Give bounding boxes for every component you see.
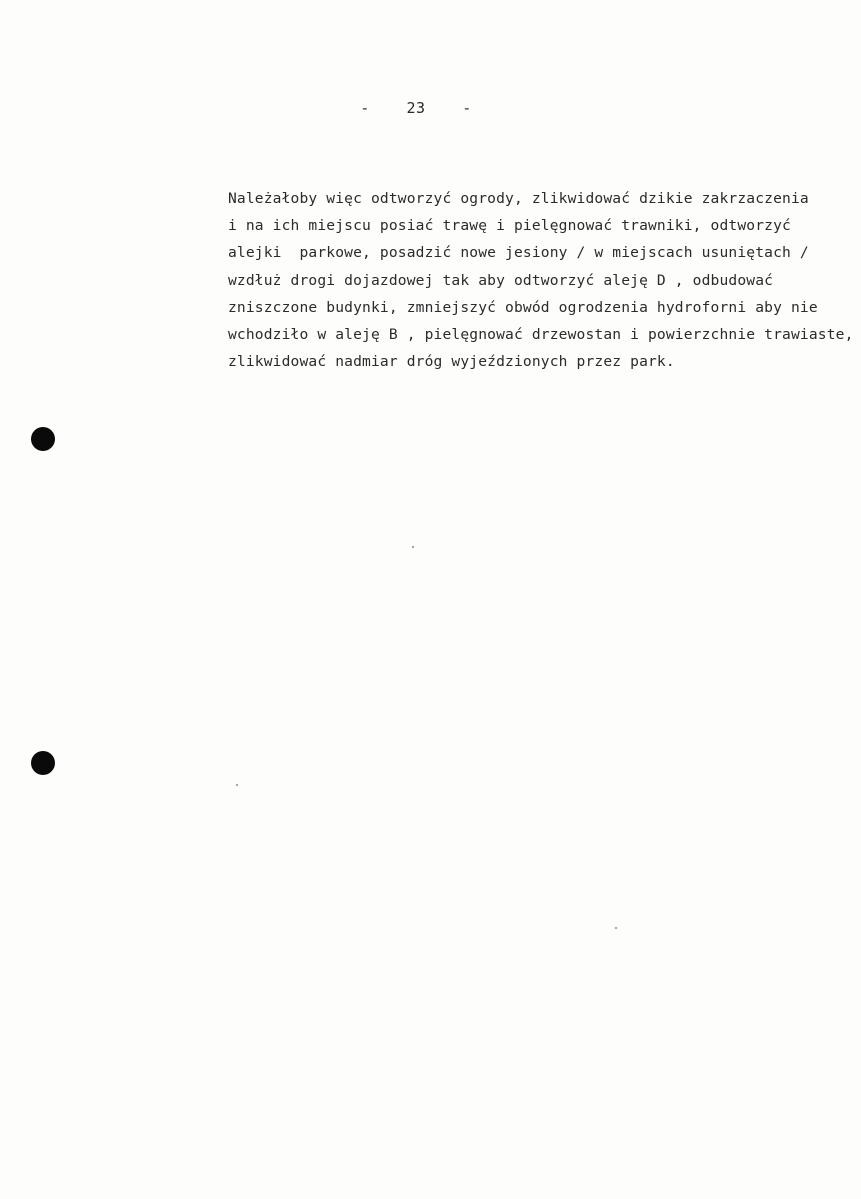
paper-speck [236,784,238,786]
page-number-value: 23 [406,99,426,117]
page-number [360,99,472,117]
paragraph-line: zlikwidować nadmiar dróg wyjeździonych przez park. [228,353,675,371]
paper-speck [615,927,617,929]
paragraph-line: zniszczone budynki, zmniejszyć obwód ogrodzenia hydroforni aby nie [228,298,818,316]
page-number-left-dash: - [360,99,370,117]
paragraph-line: Należałoby więc odtworzyć ogrody, zlikwidować dzikie zakrzaczenia [228,190,809,207]
paragraph-line: i na ich miejscu posiać trawę i pielęgnować trawniki, odtworzyć [228,217,791,235]
page-number-right-dash: - [462,99,472,117]
paragraph-line: wchodziło w aleję B , pielęgnować drzewostan i powierzchnie trawiaste, [228,326,854,344]
paragraph-line: alejki parkowe, posadzić nowe jesiony / w miejscach usuniętach / [228,244,809,262]
paragraph-line: wzdłuż drogi dojazdowej tak aby odtworzyć aleję D , odbudować [228,271,774,289]
punch-hole-bottom [31,751,55,775]
paper-speck [412,546,414,548]
body-paragraph [228,185,854,375]
punch-hole-top [31,427,55,451]
